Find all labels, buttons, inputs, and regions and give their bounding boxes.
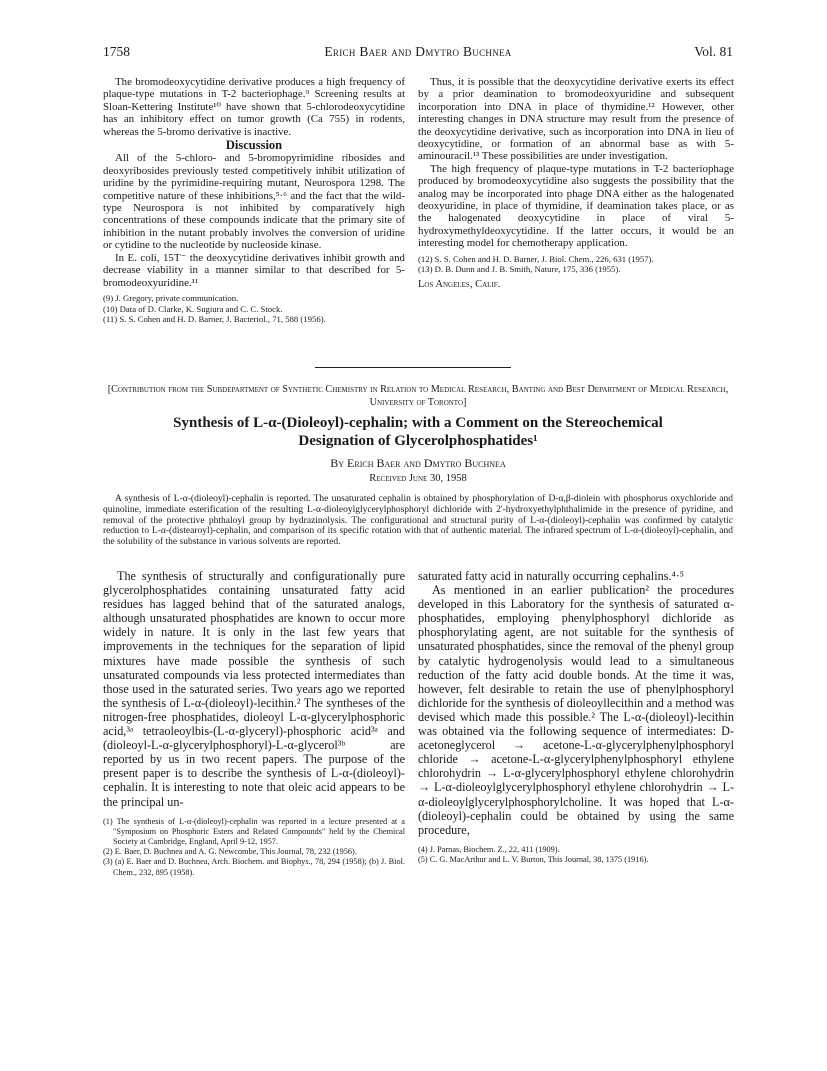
- article-left-column: [103, 569, 405, 878]
- discussion-paragraph-2: In E. coli, 15T⁻ the deoxycytidine derivatives inhibit growth and decrease viability in a manner similar to that described for 5-bromodeoxyuridine.¹¹: [103, 251, 405, 289]
- article-title: [103, 415, 733, 450]
- prev-affiliation: Los Angeles, Calif.: [418, 278, 501, 290]
- page-header: [103, 44, 733, 64]
- contribution-line: [Contribution from the Subdepartment of Synthetic Chemistry in Relation to Medical Research, Banting and Best Department of Medical Research, University of Toronto]: [107, 384, 729, 408]
- footnote: (2) E. Baer, D. Buchnea and A. G. Newcombe, This Journal, 78, 232 (1956).: [103, 847, 357, 857]
- article-abstract: A synthesis of L-α-(dioleoyl)-cephalin is reported. The unsaturated cephalin is obtained by phosphorylation of D-α,β-diolein with phosphorus oxychloride and quinoline, immediate esterification of the resulting L-α-dioleoylglycerylphosphoryl dichloride with 2'-hydroxyethylphthalimide in the presence of pyridine, and removal of the protective phthaloyl group by hydrazinolysis. The configurational and structural purity of L-α-(dioleoyl)-cephalin was confirmed by catalytic reduction to L-α-(distearoyl)-cephalin, and comparison of its specific rotation with that of authentic material. The infrared spectrum of L-α-(dioleoyl)-cephalin, and the solubility of the substance in various solvents are reported.: [103, 494, 733, 548]
- running-title: Erich Baer and Dmytro Buchnea: [324, 44, 512, 59]
- body-paragraph-continued: saturated fatty acid in naturally occurring cephalins.⁴·⁵: [418, 569, 685, 583]
- prev-article-right-column: [418, 76, 734, 291]
- discussion-paragraph-3: Thus, it is possible that the deoxycytidine derivative exerts its effect by a prior deamination to bromodeoxyuridine and subsequent incorporation into DNA in place of thymidine.¹² However, other interesting changes in DNA structure may result from the presence of the deoxycytidine derivative, such as incorporation into DNA in lieu of deoxycytidine, or formation of an abnormal base as with 5-aminouracil.¹³ These possibilities are under investigation.: [418, 76, 734, 163]
- prev-left-footnotes: [103, 293, 405, 325]
- footnote: (10) Data of D. Clarke, K. Sugiura and C. C. Stock.: [103, 303, 283, 314]
- prev-article-left-column: [103, 76, 405, 325]
- footnote: (11) S. S. Cohen and H. D. Barner, J. Bacteriol., 71, 588 (1956).: [103, 314, 326, 325]
- footnote: (13) D. B. Dunn and J. B. Smith, Nature, 175, 336 (1955).: [418, 264, 621, 275]
- volume-label: Vol. 81: [694, 44, 733, 59]
- body-paragraph-1: The synthesis of structurally and configurationally pure glycerolphosphatides containing unsaturated fatty acid residues has lagged behind that of the saturated analogs, although unsaturated phosphatides are known to occur more widely in nature. It is only in the last few years that improvements in the techniques for the separation of lipid mixtures have made possible the synthesis of such unsaturated compounds via less protected intermediates than those used in the saturated series. Two years ago we reported the synthesis of L-α-(dioleoyl)-lecithin.² The syntheses of the nitrogen-free phosphatides, dioleoyl L-α-glycerylphosphoric acid,³ᵃ tetraoleoylbis-(L-α-glyceryl)-phosphoric acid³ᵃ and (dioleoyl-L-α-glycerylphosphoryl)-L-α-glycerol³ᵇ are reported by us in two recent papers. The purpose of the present paper is to describe the synthesis of L-α-(dioleoyl)-cephalin. It is interesting to note that oleic acid appears to be the principal un-: [103, 569, 405, 809]
- footnote: (12) S. S. Cohen and H. D. Barner, J. Biol. Chem., 226, 631 (1957).: [418, 253, 654, 264]
- discussion-heading: Discussion: [225, 138, 283, 153]
- prev-right-footnotes: [418, 254, 734, 275]
- body-paragraph-2: As mentioned in an earlier publication² the procedures developed in this Laboratory for the synthesis of saturated α-phosphatides, employing phenylphosphoryl dichloride as phosphorylating agent, are not suitable for the synthesis of unsaturated phosphatides, since the removal of the phenyl group by catalytic hydrogenolysis would lead to a simultaneous reduction of the fatty acid double bonds. At the time it was, however, felt desirable to retain the use of phenylphosphoryl dichloride for the synthesis of dioleoyllecithin and a method was devised which made this possible.² The L-α-(dioleoyl)-lecithin was obtained via the following sequence of intermediates: D-acetoneglycerol → acetone-L-α-glycerylphenylphosphoryl chloride → acetone-L-α-glycerylphenylphosphoryl ethylene chlorohydrin → L-α-glycerylphosphoryl ethylene chlorohydrin → L-α-dioleoylglycerylphosphoryl ethylene chlorohydrin → L-α-dioleoylglycerylphosphorylcholine. It was hoped that L-α-(dioleoyl)-cephalin could be obtained by using the same procedure,: [418, 583, 734, 837]
- discussion-paragraph-4: The high frequency of plaque-type mutations in T-2 bacteriophage produced by bromodeoxycytidine also suggests the possibility that the analog may be incorporated into phage DNA either as the halogenated deoxyuridine, in place of thymidine, if deamination takes place, or as the halogenated deoxycytidine in place of viral 5-hydroxymethyldeoxycytidine. If the latter occurs, it would be an interesting model for chemotherapy application.: [418, 162, 734, 250]
- article-left-footnotes: [103, 817, 405, 878]
- article-authors: By Erich Baer and Dmytro Buchnea: [330, 456, 506, 470]
- article-title-line-1: Synthesis of L-α-(Dioleoyl)-cephalin; with a Comment on the Stereochemical: [173, 415, 663, 431]
- prev-intro-paragraph: The bromodeoxycytidine derivative produces a high frequency of plaque-type mutations in T-2 bacteriophage.⁹ Screening results at Sloan-Kettering Institute¹⁰ have shown that 5-chlorodeoxycytidine has an inhibitory effect on tumor growth (Ca 755) in rodents, whereas the 5-bromo derivative is inactive.: [103, 76, 405, 138]
- discussion-paragraph-1: All of the 5-chloro- and 5-bromopyrimidine ribosides and deoxyribosides previously tested competitively inhibit utilization of uridine by the pyrimidine-requiring mutant, Neurospora 1298. The competitive nature of these inhibitions,⁵·⁶ and the fact that the wild-type Neurospora is not inhibited by comparatively high concentrations of these compounds indicate that the primary site of inhibition in the nutant probably involves the conversion of uridine or cytidine to the nucleotide by nucleoside kinase.: [103, 152, 405, 252]
- article-right-footnotes: [418, 845, 734, 865]
- footnote: (5) C. G. MacArthur and L. V. Burton, This Journal, 38, 1375 (1916).: [418, 854, 649, 864]
- article-title-line-2: Designation of Glycerolphosphatides¹: [298, 432, 538, 449]
- footnote: (1) The synthesis of L-α-(dioleoyl)-cephalin was reported in a lecture presented at a "Symposium on Phosphoric Esters and Related Compounds" held by the Chemical Society at Cambridge, England, April 9-12, 1957.: [103, 816, 405, 846]
- footnote: (9) J. Gregory, private communication.: [103, 292, 239, 303]
- article-right-column: [418, 569, 734, 865]
- page-number: 1758: [103, 44, 130, 59]
- footnote: (3) (a) E. Baer and D. Buchnea, Arch. Biochem. and Biophys., 78, 294 (1958); (b) J. Biol. Chem., 232, 895 (1958).: [103, 857, 405, 877]
- received-date: Received June 30, 1958: [369, 473, 467, 484]
- separator-rule: [315, 367, 511, 368]
- footnote: (4) J. Parnas, Biochem. Z., 22, 411 (1909).: [418, 844, 560, 854]
